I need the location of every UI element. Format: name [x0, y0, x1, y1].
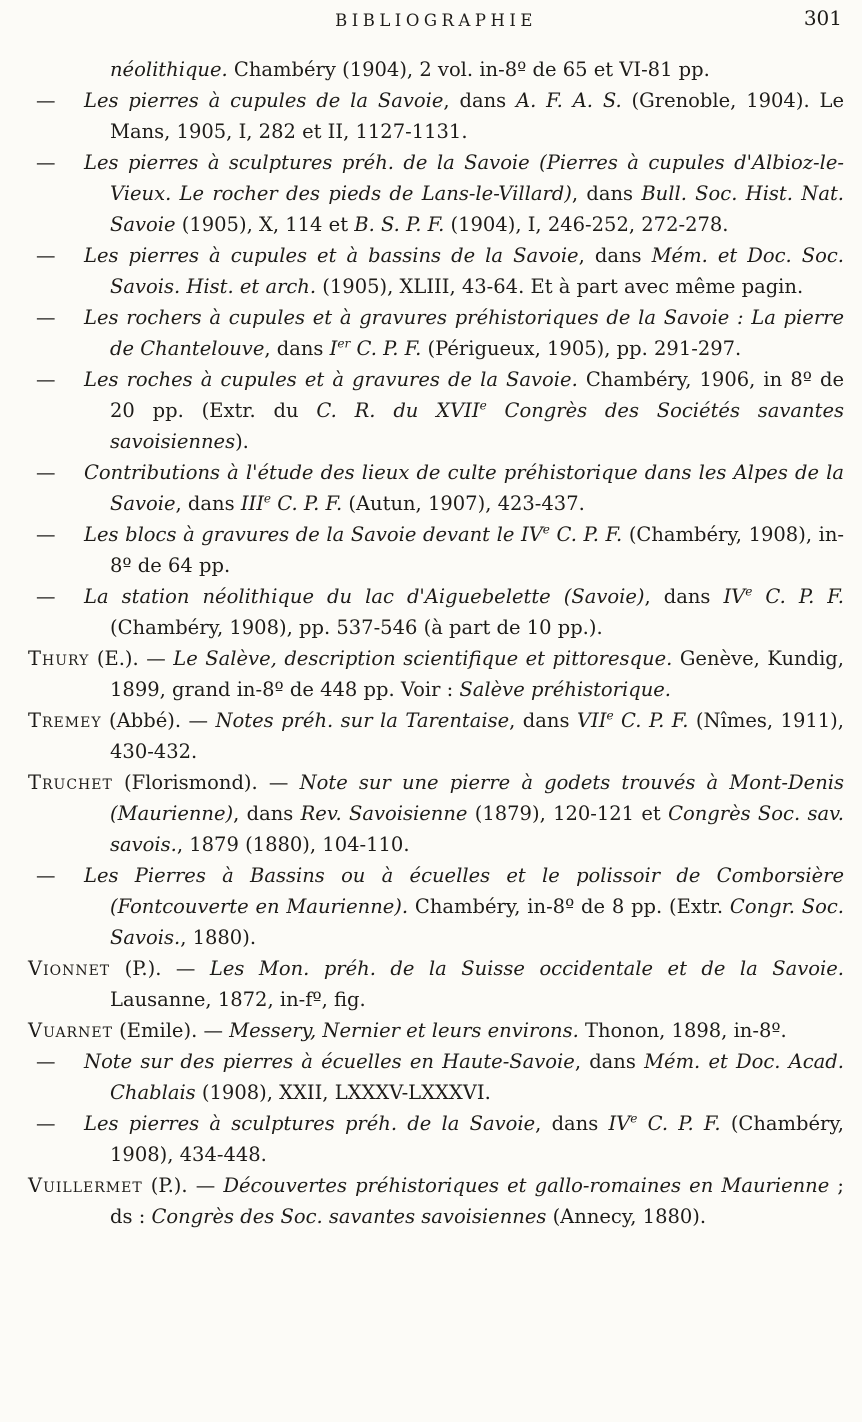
- entry-text-segment: Bull. Soc. Hist. Nat. Savoie: [110, 182, 844, 236]
- entry-dash-marker: —: [36, 1050, 56, 1073]
- entry-text-segment: (1904), I, 246-252, 272-278.: [444, 213, 729, 236]
- entry-text-segment: , 1879 (1880), 104-110.: [176, 833, 410, 856]
- entry-text-segment: (Chambéry, 1908), 434-448.: [110, 1112, 844, 1166]
- entry-text-segment: IV: [723, 585, 746, 608]
- entry-text-segment: (Autun, 1907), 423-437.: [342, 492, 585, 515]
- entry-text-segment: (Nîmes, 1911), 430-432.: [110, 709, 844, 763]
- entry-text-segment: Congrès des Sociétés savantes savoisiennes: [110, 399, 845, 453]
- entry-text-segment: e: [606, 708, 614, 723]
- entry-text-segment: e: [745, 584, 753, 599]
- entry-text-segment: Les blocs à gravures de la Savoie devant le IV: [84, 523, 543, 546]
- bibliography-entry: [28, 54, 844, 85]
- entry-text-segment: Les rochers à cupules et à gravures préhistoriques de la Savoie : La pierre de Chantelouve: [84, 306, 844, 360]
- entry-text-segment: (P.). —: [110, 957, 210, 980]
- entry-text-segment: Les pierres à cupules de la Savoie: [84, 89, 444, 112]
- entry-text-segment: Mém. et Doc. Acad. Chablais: [110, 1050, 844, 1104]
- entry-text-segment: Les pierres à cupules et à bassins de la Savoie: [84, 244, 579, 267]
- entry-text-segment: Mém. et Doc. Soc. Savois. Hist. et arch.: [110, 244, 844, 298]
- entry-text-segment: Chambéry, in-8º de 8 pp. (Extr.: [408, 895, 730, 918]
- bibliography-entry: [28, 147, 844, 240]
- entry-text-segment: IV: [608, 1112, 631, 1135]
- bibliography-entry: [28, 457, 844, 519]
- entry-dash-marker: —: [36, 461, 56, 484]
- entry-text-segment: , dans: [233, 802, 301, 825]
- entry-text-segment: Salève préhistorique.: [459, 678, 671, 701]
- entry-text-segment: VII: [576, 709, 607, 732]
- bibliography-entry: [28, 860, 844, 953]
- author-name: Truchet: [28, 771, 113, 794]
- bibliography-entry: [28, 953, 844, 1015]
- entry-text-segment: Les Pierres à Bassins ou à écuelles et le polissoir de Comborsière (Fontcouverte en Maurienne).: [84, 864, 844, 918]
- entry-text-segment: ; ds :: [110, 1174, 844, 1228]
- entry-text-segment: , dans: [574, 1050, 645, 1073]
- entry-text-segment: C. P. F.: [350, 337, 422, 360]
- entry-text-segment: Congrès des Soc. savantes savoisiennes: [151, 1205, 547, 1228]
- entry-text-segment: (Périgueux, 1905), pp. 291-297.: [421, 337, 742, 360]
- entry-text-segment: C. P. F.: [271, 492, 343, 515]
- entry-text-segment: Note sur une pierre à godets trouvés à Mont-Denis (Maurienne): [110, 771, 844, 825]
- entry-dash-marker: —: [36, 1112, 56, 1135]
- entry-text-segment: ).: [235, 430, 249, 453]
- entry-text-segment: Congrès Soc. sav. savois.: [110, 802, 844, 856]
- entry-text-segment: C. R. du XVII: [316, 399, 480, 422]
- entry-text-segment: (E.). —: [89, 647, 174, 670]
- entry-text-segment: (Abbé). —: [101, 709, 216, 732]
- author-name: Vuarnet: [28, 1019, 113, 1042]
- entry-text-segment: (Florismond). —: [112, 771, 300, 794]
- author-name: Tremey: [28, 709, 102, 732]
- author-name: Vionnet: [28, 957, 111, 980]
- bibliography-entry: [28, 581, 844, 643]
- entry-text-segment: C. P. F.: [613, 709, 689, 732]
- entry-dash-marker: —: [36, 585, 56, 608]
- entry-text-segment: , dans: [571, 182, 642, 205]
- bibliography-entry: [28, 1108, 844, 1170]
- entry-text-segment: Notes préh. sur la Tarentaise: [215, 709, 510, 732]
- entry-text-segment: Les pierres à sculptures préh. de la Savoie (Pierres à cupules d'Albioz-le-Vieux. Le rocher des pieds de Lans-le-Villard): [84, 151, 844, 205]
- entry-text-segment: (1905), XLIII, 43-64. Et à part avec même pagin.: [316, 275, 804, 298]
- entry-text-segment: Chambéry (1904), 2 vol. in-8º de 65 et VI-81 pp.: [227, 58, 710, 81]
- entry-text-segment: , dans: [443, 89, 517, 112]
- entry-text-segment: , dans: [175, 492, 241, 515]
- entry-text-segment: e: [263, 491, 272, 506]
- entry-text-segment: e: [542, 522, 550, 537]
- entry-text-segment: B. S. P. F.: [354, 213, 445, 236]
- entry-text-segment: (Chambéry, 1908), pp. 537-546 (à part de 10 pp.).: [110, 616, 603, 639]
- entry-text-segment: (1908), XXII, LXXXV-LXXXVI.: [195, 1081, 491, 1104]
- entry-text-segment: C. P. F.: [637, 1112, 721, 1135]
- entry-text-segment: (1879), 120-121 et: [467, 802, 669, 825]
- entry-text-segment: La station néolithique du lac d'Aiguebelette (Savoie): [84, 585, 645, 608]
- entry-dash-marker: —: [36, 89, 56, 112]
- entry-text-segment: , dans: [644, 585, 724, 608]
- bibliography-entry: [28, 643, 844, 705]
- bibliography-entry: [28, 240, 844, 302]
- entry-text-segment: , dans: [578, 244, 652, 267]
- bibliography-entry: [28, 302, 844, 364]
- entry-text-segment: Les roches à cupules et à gravures de la Savoie.: [84, 368, 578, 391]
- bibliography-list: [28, 54, 844, 1232]
- entry-text-segment: Lausanne, 1872, in-fº, fig.: [110, 988, 366, 1011]
- bibliography-entry: [28, 1170, 844, 1232]
- entry-text-segment: e: [630, 1111, 638, 1126]
- entry-text-segment: Contributions à l'étude des lieux de culte préhistorique dans les Alpes de la Savoie: [84, 461, 844, 515]
- entry-text-segment: [786, 585, 799, 608]
- bibliography-entry: [28, 1015, 844, 1046]
- entry-text-segment: C. P. F.: [549, 523, 623, 546]
- entry-text-segment: Messery, Nernier et leurs environs.: [229, 1019, 579, 1042]
- author-name: Vuillermet: [28, 1174, 143, 1197]
- entry-text-segment: Note sur des pierres à écuelles en Haute-Savoie: [84, 1050, 575, 1073]
- entry-dash-marker: —: [36, 244, 56, 267]
- entry-dash-marker: —: [36, 368, 56, 391]
- entry-text-segment: , dans: [264, 337, 330, 360]
- entry-text-segment: III: [240, 492, 264, 515]
- bibliography-entry: [28, 705, 844, 767]
- bibliography-entry: [28, 85, 844, 147]
- entry-text-segment: Congr. Soc. Savois.: [110, 895, 845, 949]
- entry-text-segment: A. F. A. S.: [516, 89, 622, 112]
- entry-text-segment: Thonon, 1898, in-8º.: [578, 1019, 787, 1042]
- bibliography-entry: [28, 364, 844, 457]
- entry-text-segment: , dans: [509, 709, 577, 732]
- entry-text-segment: P. F.: [798, 585, 845, 608]
- entry-text-segment: er: [337, 336, 351, 351]
- page-header: [28, 6, 844, 42]
- entry-text-segment: (P.). —: [142, 1174, 224, 1197]
- entry-text-segment: Les pierres à sculptures préh. de la Savoie: [84, 1112, 536, 1135]
- entry-text-segment: C.: [752, 585, 786, 608]
- entry-text-segment: Les Mon. préh. de la Suisse occidentale et de la Savoie.: [209, 957, 844, 980]
- entry-text-segment: Découvertes préhistoriques et gallo-romaines en Maurienne: [223, 1174, 830, 1197]
- entry-text-segment: (Annecy, 1880).: [546, 1205, 707, 1228]
- bibliography-entry: [28, 519, 844, 581]
- entry-dash-marker: —: [36, 151, 56, 174]
- entry-dash-marker: —: [36, 523, 56, 546]
- entry-text-segment: , dans: [535, 1112, 609, 1135]
- entry-text-segment: (Chambéry, 1908), in-8º de 64 pp.: [110, 523, 844, 577]
- entry-text-segment: Genève, Kundig, 1899, grand in-8º de 448 pp. Voir :: [110, 647, 844, 701]
- entry-text-segment: I: [329, 337, 338, 360]
- bibliography-entry: [28, 767, 844, 860]
- bibliography-entry: [28, 1046, 844, 1108]
- entry-text-segment: (1905), X, 114 et: [175, 213, 355, 236]
- entry-text-segment: (Grenoble, 1904). Le Mans, 1905, I, 282 et II, 1127-1131.: [110, 89, 844, 143]
- entry-text-segment: Rev. Savoisienne: [300, 802, 468, 825]
- entry-text-segment: , 1880).: [180, 926, 257, 949]
- entry-text-segment: (Emile). —: [112, 1019, 230, 1042]
- entry-text-segment: Le Salève, description scientifique et pittoresque.: [173, 647, 673, 670]
- running-title: BIBLIOGRAPHIE: [335, 11, 537, 30]
- entry-dash-marker: —: [36, 306, 56, 329]
- entry-dash-marker: —: [36, 864, 56, 887]
- author-name: Thury: [28, 647, 90, 670]
- entry-text-segment: e: [479, 398, 487, 413]
- entry-text-segment: néolithique.: [110, 58, 228, 81]
- entry-text-segment: Chambéry, 1906, in 8º de 20 pp. (Extr. du: [110, 368, 844, 422]
- page-number: 301: [803, 6, 842, 30]
